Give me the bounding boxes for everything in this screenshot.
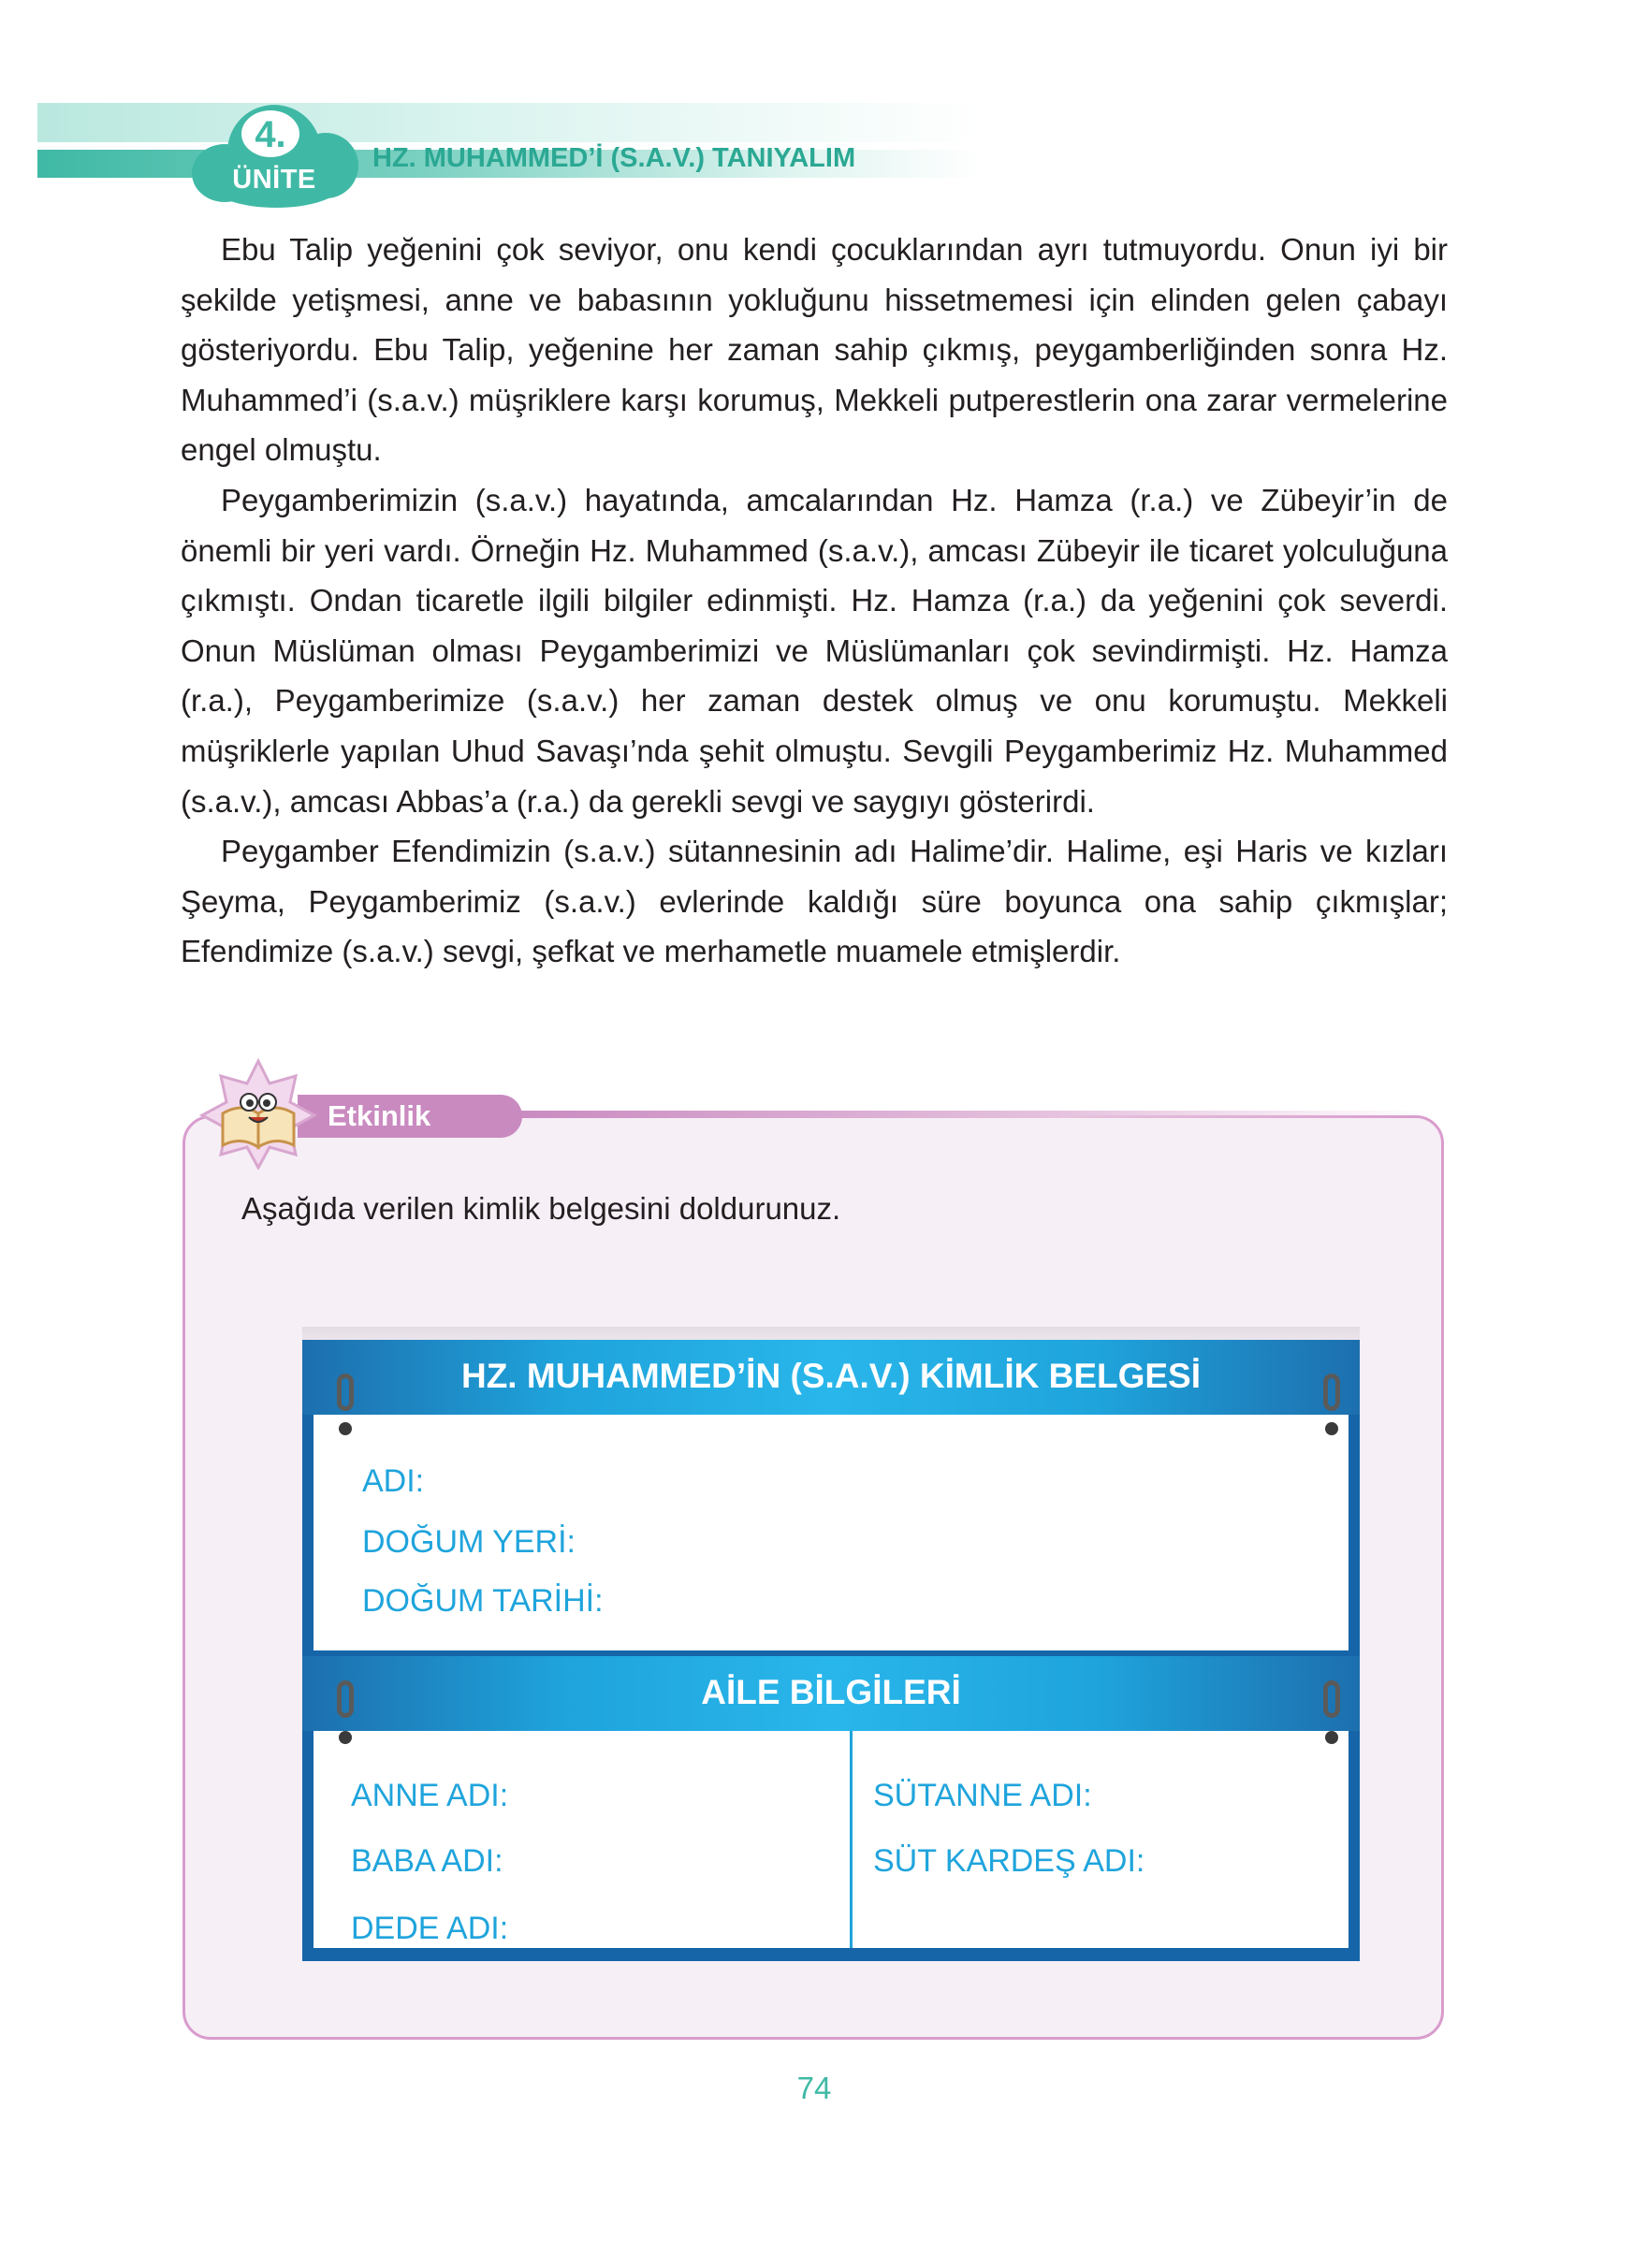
binder-hole-icon <box>339 1731 352 1744</box>
field-grandfather: DEDE ADI: <box>351 1911 509 1946</box>
field-birthplace: DOĞUM YERİ: <box>362 1524 576 1560</box>
field-birthdate: DOĞUM TARİHİ: <box>362 1583 604 1619</box>
binder-ring-icon <box>1323 1680 1340 1718</box>
activity-title: Etkinlik <box>328 1099 431 1132</box>
section-title: HZ. MUHAMMED’İ (S.A.V.) TANIYALIM <box>372 143 856 173</box>
activity-header-line <box>505 1111 1436 1118</box>
binder-hole-icon <box>1325 1731 1338 1744</box>
family-panel <box>302 1727 1360 1961</box>
identity-panel <box>302 1411 1360 1656</box>
activity-instruction: Aşağıda verilen kimlik belgesini doldurunuz. <box>241 1191 841 1226</box>
page-number: 74 <box>796 2071 832 2105</box>
binder-hole-icon <box>339 1422 352 1435</box>
field-foster-mother: SÜTANNE ADI: <box>873 1778 1092 1813</box>
body-text <box>181 225 1448 977</box>
paragraph: Peygamber Efendimizin (s.a.v.) sütannesinin adı Halime’dir. Halime, eşi Haris ve kızları Şeyma, Peygamberimiz (s.a.v.) evlerinde kaldığı süre boyunca ona sahip çıkmışlar; Efendimize (s.a.v.) sevgi, şefkat ve merhametle muamele etmişlerdir. <box>181 834 1448 969</box>
field-mother: ANNE ADI: <box>351 1778 509 1813</box>
field-father: BABA ADI: <box>351 1843 503 1879</box>
card-title-banner: HZ. MUHAMMED’İN (S.A.V.) KİMLİK BELGESİ <box>302 1340 1360 1415</box>
binder-hole-icon <box>1325 1422 1338 1435</box>
binder-ring-icon <box>337 1680 354 1718</box>
column-divider <box>850 1731 853 1948</box>
unit-label: ÜNİTE <box>232 165 316 195</box>
field-name: ADI: <box>362 1463 425 1499</box>
binder-ring-icon <box>337 1374 354 1411</box>
binder-ring-icon <box>1323 1374 1340 1411</box>
unit-number: 4. <box>241 110 299 157</box>
family-title-banner: AİLE BİLGİLERİ <box>302 1656 1360 1731</box>
paragraph: Peygamberimizin (s.a.v.) hayatında, amcalarından Hz. Hamza (r.a.) ve Zübeyir’in de önemli bir yeri vardı. Örneğin Hz. Muhammed (s.a.v.), amcası Zübeyir ile ticaret yolculuğuna çıkmıştı. Ondan ticaretle ilgili bilgiler edinmişti. Hz. Hamza (r.a.) da yeğenini çok severdi. Onun Müslüman olması Peygamberimizi ve Müslümanları çok sevindirmişti. Hz. Hamza (r.a.), Peygamberimize (s.a.v.) her zaman destek olmuş ve onu korumuştu. Mekkeli müşriklerle yapılan Uhud Savaşı’nda şehit olmuştu. Sevgili Peygamberimiz Hz. Muhammed (s.a.v.), amcası Abbas’a (r.a.) da gerekli sevgi ve saygıyı gösterirdi. <box>181 482 1448 819</box>
field-foster-sibling: SÜT KARDEŞ ADI: <box>873 1843 1145 1879</box>
paragraph: Ebu Talip yeğenini çok seviyor, onu kendi çocuklarından ayrı tutmuyordu. Onun iyi bir şekilde yetişmesi, anne ve babasının yokluğunu hissetmemesi için elinden gelen çabayı gösteriyordu. Ebu Talip, yeğenine her zaman sahip çıkmış, peygamberliğinden sonra Hz. Muhammed’i (s.a.v.) müşriklere karşı korumuş, Mekkeli putperestlerin ona zarar vermelerine engel olmuştu. <box>181 232 1448 468</box>
header-band-light <box>37 103 983 142</box>
book-mascot-icon <box>197 1057 320 1170</box>
